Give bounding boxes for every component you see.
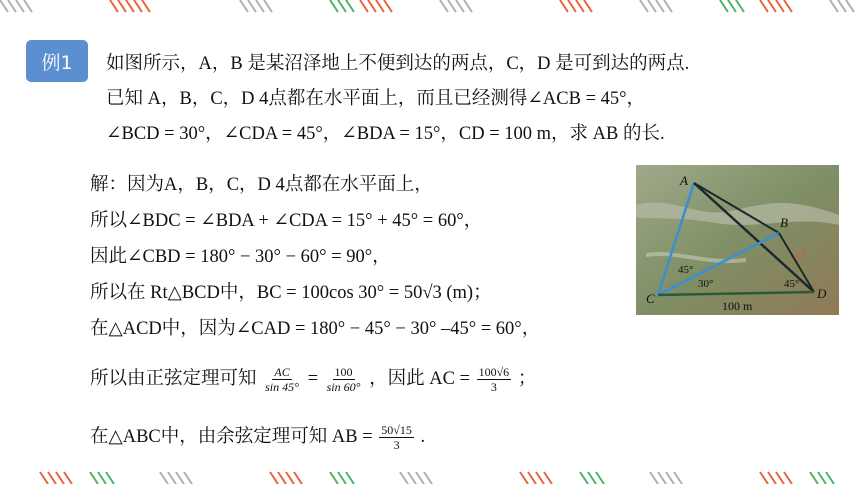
fraction-numerator: 100 (334, 365, 353, 380)
label-angle-cda: 45° (784, 278, 800, 290)
solution-line-5: 在△ACD中，因为∠CAD = 180° − 45° − 30° –45° = 60°， (90, 319, 541, 339)
solution-line-2: 所以∠BDC = ∠BDA + ∠CDA = 15° + 45° = 60°， (90, 211, 483, 231)
label-cd-length: 100 m (722, 299, 753, 313)
equals-sign: = (307, 369, 319, 389)
decorative-bottom-border (0, 470, 860, 484)
solution-line-6 (90, 364, 536, 394)
fraction-ac-over-sin45 (263, 365, 301, 394)
solution-line-1: 解：因为A，B，C，D 4点都在水平面上， (90, 175, 433, 195)
fraction-denominator: sin 60° (326, 380, 361, 395)
label-angle-bda: 15° (791, 245, 811, 265)
fraction-denominator: 3 (490, 380, 497, 395)
fraction-denominator: 3 (393, 438, 400, 453)
label-d: D (817, 286, 827, 301)
fraction-denominator: sin 45° (265, 380, 299, 395)
problem-line-1: 如图所示，A，B 是某沼泽地上不便到达的两点，C，D 是可到达的两点. (106, 54, 690, 74)
example-badge (26, 40, 88, 82)
solution-line-4: 所以在 Rt△BCD中，BC = 100cos 30° = 50√3 (m)； (90, 283, 492, 303)
fraction-numerator: AC (274, 365, 290, 380)
fraction-100-over-sin60 (325, 365, 363, 394)
label-a: A (680, 173, 688, 188)
solution-line-6-prefix: 所以由正弦定理可知 (90, 369, 257, 389)
example-badge-label: 例1 (41, 51, 73, 74)
problem-line-3: ∠BCD = 30°，∠CDA = 45°，∠BDA = 15°，CD = 100 m，求 AB 的长. (106, 124, 665, 144)
swamp-figure (636, 165, 839, 315)
label-angle-bcd: 30° (698, 278, 714, 290)
fraction-100root6-over-3 (477, 365, 512, 394)
solution-line-7 (90, 422, 425, 452)
label-b: B (780, 215, 788, 230)
solution-line-6-end: ； (517, 369, 537, 389)
fraction-numerator: 100√6 (478, 365, 510, 380)
problem-statement (106, 47, 826, 152)
solution-line-7-prefix: 在△ABC中，由余弦定理可知 AB = (90, 427, 373, 447)
solution-line-7-end: . (420, 427, 426, 447)
problem-line-2: 已知 A，B，C，D 4点都在水平面上，而且已经测得∠ACB = 45°， (106, 89, 646, 109)
fraction-50root15-over-3 (379, 423, 414, 452)
label-c: C (646, 291, 655, 306)
fraction-numerator: 50√15 (381, 423, 412, 438)
decorative-top-border (0, 0, 860, 14)
label-angle-acb: 45° (678, 264, 694, 276)
solution-line-3: 因此∠CBD = 180° − 30° − 60° = 90°， (90, 247, 391, 267)
solution-line-6-mid: ，因此 AC = (369, 369, 470, 389)
